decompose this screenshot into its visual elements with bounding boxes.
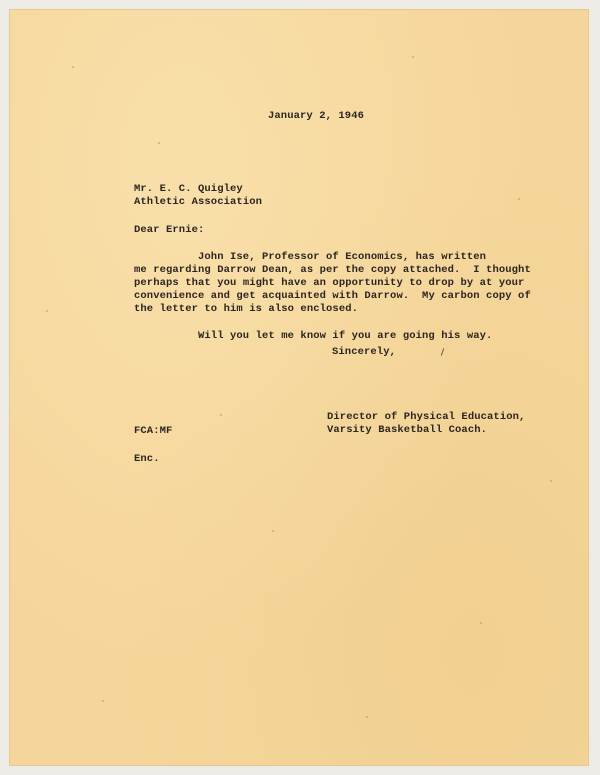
body-line-1: John Ise, Professor of Economics, has written [198, 251, 487, 263]
body-line-3: perhaps that you might have an opportunity to drop by at your [134, 277, 525, 289]
paper-fleck [272, 530, 274, 532]
paper-fleck [158, 142, 160, 144]
signature-title-line-1: Director of Physical Education, [327, 411, 526, 423]
closing: Sincerely, [332, 346, 397, 358]
paper-fleck [102, 700, 104, 702]
paper-fleck [46, 310, 48, 312]
body-line-4: convenience and get acquainted with Darrow. My carbon copy of [134, 290, 531, 302]
enclosure-notation: Enc. [134, 453, 160, 465]
letter-date: January 2, 1946 [268, 110, 365, 122]
paper-fleck [518, 198, 520, 200]
body-line-5: the letter to him is also enclosed. [134, 303, 359, 315]
paper-fleck [72, 66, 74, 68]
reference-initials: FCA:MF [134, 425, 173, 437]
recipient-name: Mr. E. C. Quigley [134, 183, 243, 195]
salutation: Dear Ernie: [134, 224, 205, 236]
body-line-2: me regarding Darrow Dean, as per the copy attached. I thought [134, 264, 531, 276]
paper-fleck [441, 348, 445, 356]
paper-fleck [366, 716, 368, 718]
paper-fleck [550, 480, 552, 482]
letter-page [10, 10, 588, 765]
body-paragraph-2: Will you let me know if you are going his way. [198, 330, 493, 342]
paper-fleck [480, 622, 482, 624]
recipient-organization: Athletic Association [134, 196, 263, 208]
signature-title-line-2: Varsity Basketball Coach. [327, 424, 488, 436]
paper-fleck [220, 414, 222, 416]
paper-fleck [412, 56, 414, 58]
